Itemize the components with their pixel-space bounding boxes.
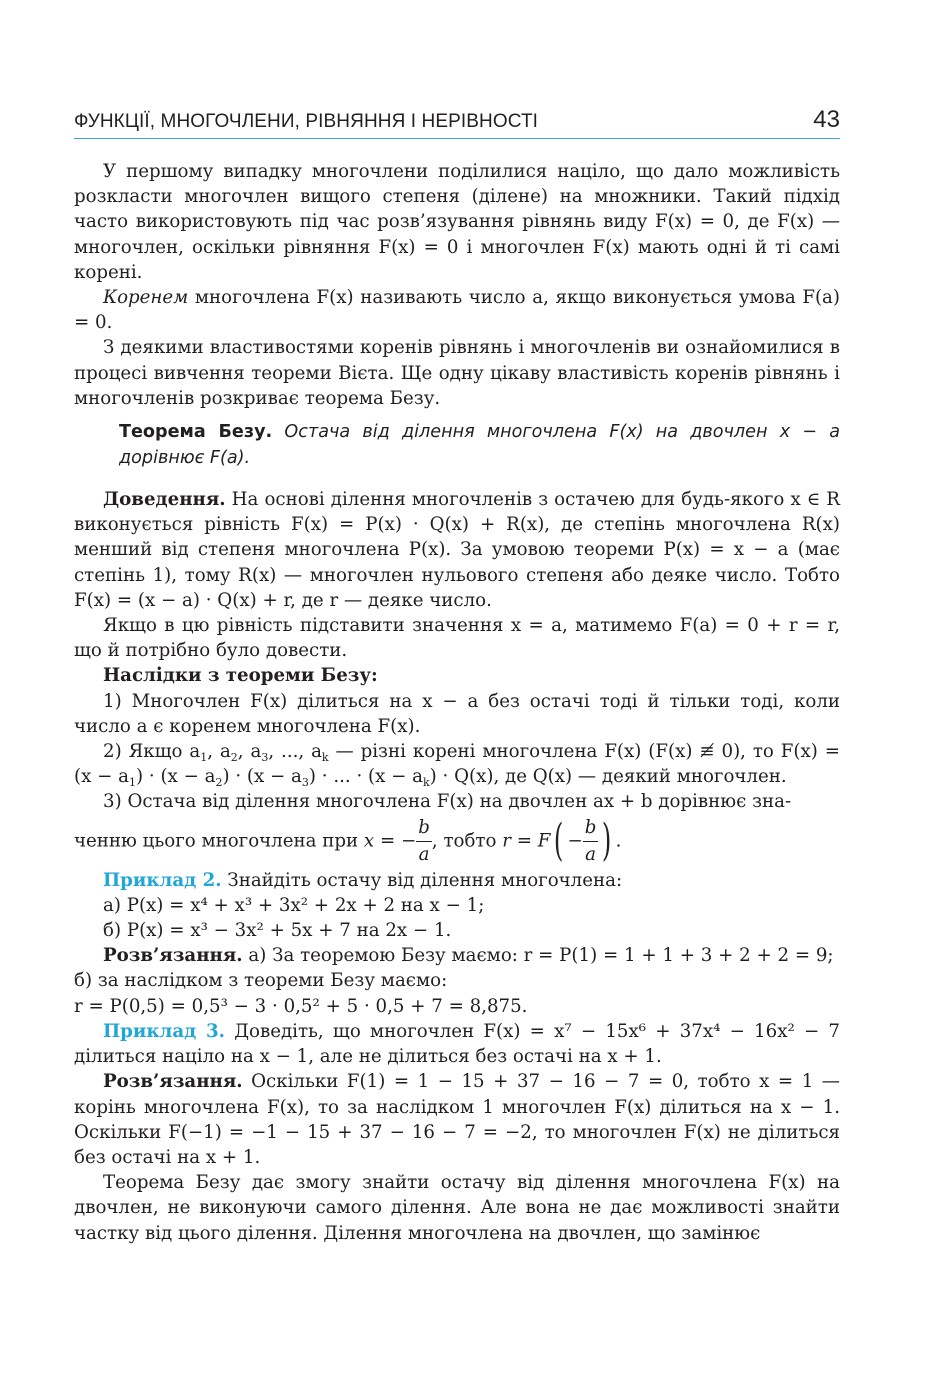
- c2-sub: 2: [230, 751, 238, 765]
- c2-sub: 1: [129, 776, 136, 790]
- page-number: 43: [813, 106, 840, 133]
- corollary-3-line-1: 3) Остача від ділення многочлена F(x) на двочлен ax + b дорівнює зна-: [103, 791, 792, 813]
- corollary-3-line-2: [74, 815, 840, 868]
- solution-3: [74, 1069, 840, 1170]
- c2-part: ) · ... · (x − a: [308, 766, 423, 788]
- corollaries-title: [74, 663, 840, 688]
- c3-end: .: [615, 830, 622, 852]
- c2-part: , a: [237, 741, 262, 763]
- solution-2-a: а) За теоремою Безу маємо: r = P(1) = 1 + 1 + 3 + 2 + 2 = 9;: [242, 945, 834, 967]
- term-root: Коренем: [103, 287, 189, 309]
- c2-sub: 3: [261, 751, 269, 765]
- c2-sub: 3: [301, 776, 309, 790]
- theorem-box: [119, 419, 840, 471]
- c2-part: — різні корені многочлена F(x) (F(x) ≢ 0), то F(x) = (x − a: [74, 741, 841, 788]
- proof-text: На основі ділення многочленів з остачею для будь-якого x ∈ R виконується рівність F(x) = P(x) · Q(x) + R(x), де степінь многочлена R(x) менший від степеня многочлена P(x). За умовою теореми P(x) = x − a (має степінь 1), тому R(x) — многочлен нульового степеня або деяке число. Тобто F(x) = (x − a) · Q(x) + r, де r — деяке число.: [74, 489, 840, 611]
- c3-r-eq: r = F: [502, 830, 551, 852]
- solution-3-text: Оскільки F(1) = 1 − 15 + 37 − 16 − 7 = 0, тобто x = 1 — корінь многочлена F(x), то за наслідком 1 многочлен F(x) ділиться на x − 1. Оскільки F(−1) = −1 − 15 + 37 − 16 − 7 = −2, то многочлен F(x) не ділиться без остачі на x + 1.: [74, 1071, 840, 1168]
- c2-sub: k: [423, 776, 430, 790]
- example-3-label: Приклад 3.: [103, 1020, 225, 1042]
- example-2-b: б) P(x) = x³ − 3x² + 5x + 7 на 2x − 1.: [103, 920, 452, 942]
- paragraph-proof: [74, 487, 840, 613]
- solution-label: Розв’язання.: [103, 1071, 243, 1093]
- corollaries-title-text: Наслідки з теореми Безу:: [103, 665, 378, 687]
- paragraph-intro: У першому випадку многочлени поділилися націло, що дало можливість розкласти многочлен вищого степеня (ділене) на множники. Такий підхід часто використовують під час розв’язування рівнянь виду F(x) = 0, де F(x) — многочлен, оскільки рівняння F(x) = 0 і многочлен F(x) мають одні й ті самі корені.: [74, 161, 840, 283]
- proof-label: Доведення.: [103, 489, 226, 511]
- solution-2: [74, 943, 840, 968]
- solution-2-c: r = P(0,5) = 0,5³ − 3 · 0,5² + 5 · 0,5 + 7 = 8,875.: [74, 995, 528, 1017]
- c2-part: ) · Q(x), де Q(x) — деякий многочлен.: [429, 766, 787, 788]
- c2-sub: 1: [200, 751, 208, 765]
- corollary-1: 1) Многочлен F(x) ділиться на x − a без остачі тоді й тільки тоді, коли число a є коренем многочлена F(x).: [74, 690, 840, 737]
- corollary-2: [74, 739, 840, 789]
- page-content: [74, 159, 840, 1246]
- fraction-numerator: b: [416, 815, 432, 842]
- fraction-denominator: a: [418, 843, 430, 865]
- example-3: [74, 1019, 840, 1069]
- c3-text: , тобто: [431, 830, 503, 852]
- fraction-denominator: a: [585, 843, 597, 865]
- c2-part: , ..., a: [268, 741, 322, 763]
- example-2-label: Приклад 2.: [103, 869, 222, 891]
- c2-part: ) · (x − a: [136, 766, 216, 788]
- paragraph-root-definition: [74, 285, 840, 335]
- example-2: [74, 868, 840, 893]
- paragraph-vieta: З деякими властивостями коренів рівнянь і многочленів ви ознайомилися в процесі вивчення теореми Вієта. Ще одну цікаву властивість коренів рівнянь і многочленів розкриває теорема Безу.: [74, 337, 840, 409]
- c2-part: 2) Якщо a: [103, 741, 201, 763]
- right-paren-glyph: ): [602, 815, 612, 867]
- fraction-numerator: b: [583, 815, 599, 842]
- fraction-b-over-a: [583, 815, 599, 868]
- theorem-statement: Остача від ділення многочлена F(x) на двочлен x − a дорівнює F(a).: [119, 422, 840, 469]
- example-2-text: Знайдіть остачу від ділення многочлена:: [221, 869, 623, 891]
- c3-x-eq: x = −: [363, 830, 417, 852]
- c2-sub: 2: [215, 776, 223, 790]
- c3-minus: −: [567, 830, 583, 852]
- solution-label: Розв’язання.: [103, 945, 243, 967]
- fraction-b-over-a: [416, 815, 432, 868]
- theorem-title: Теорема Безу.: [119, 422, 273, 443]
- c2-sub: k: [321, 751, 329, 765]
- paragraph-final: Теорема Безу дає змогу знайти остачу від ділення многочлена F(x) на двочлен, не виконуючи самого ділення. Але вона не дає можливості знайти частку від цього ділення. Ділення многочлена на двочлен, що замінює: [74, 1172, 840, 1244]
- paragraph-proof-end: Якщо в цю рівність підставити значення x = a, матимемо F(a) = 0 + r = r, що й потрібно було довести.: [74, 615, 840, 662]
- solution-2-b: б) за наслідком з теореми Безу маємо:: [74, 970, 448, 992]
- root-definition-text: многочлена F(x) називають число a, якщо виконується умова F(a) = 0.: [74, 287, 840, 334]
- page-header: [74, 108, 840, 139]
- left-paren-glyph: (: [554, 815, 564, 867]
- example-2-a: а) P(x) = x⁴ + x³ + 3x² + 2x + 2 на x − 1;: [103, 894, 485, 916]
- c2-part: , a: [207, 741, 231, 763]
- c3-text: ченню цього многочлена при: [74, 830, 364, 852]
- example-3-text: Доведіть, що многочлен F(x) = x⁷ − 15x⁶ + 37x⁴ − 16x² − 7 ділиться націло на x − 1, але не ділиться без остачі на x + 1.: [74, 1020, 840, 1068]
- running-title: ФУНКЦІЇ, МНОГОЧЛЕНИ, РІВНЯННЯ І НЕРІВНОСТІ: [74, 111, 539, 132]
- c2-part: ) · (x − a: [222, 766, 302, 788]
